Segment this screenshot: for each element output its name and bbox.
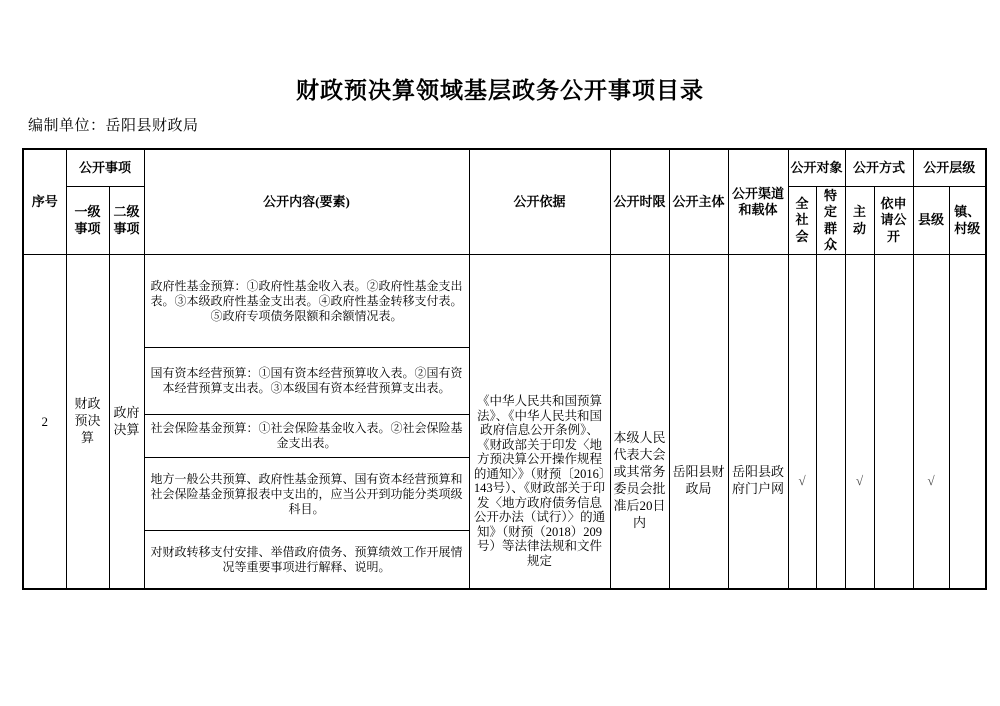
cell-channel: 岳阳县政府门户网 (728, 255, 788, 590)
cell-content-5: 对财政转移支付安排、举借政府债务、预算绩效工作开展情况等重要事项进行解释、说明。 (144, 531, 469, 590)
cell-mark-method-on-request (874, 255, 913, 590)
compiling-unit-label: 编制单位：岳阳县财政局 (28, 118, 199, 134)
col-header-target-specific: 特定群众 (816, 187, 845, 255)
cell-mark-method-active: √ (845, 255, 874, 590)
col-header-target-all: 全社会 (788, 187, 816, 255)
col-header-disclosure-item: 公开事项 (66, 149, 144, 187)
cell-mark-target-specific (816, 255, 845, 590)
col-header-method-on-request: 依申请公开 (874, 187, 913, 255)
col-header-method-active: 主动 (845, 187, 874, 255)
table-row (23, 255, 986, 348)
col-header-target: 公开对象 (788, 149, 845, 187)
cell-content-1: 政府性基金预算：①政府性基金收入表。②政府性基金支出表。③本级政府性基金支出表。④政府性基金转移支付表。⑤政府专项债务限额和余额情况表。 (144, 255, 469, 348)
cell-mark-level-county: √ (913, 255, 949, 590)
cell-subject: 岳阳县财政局 (669, 255, 728, 590)
cell-content-3: 社会保险基金预算：①社会保险基金收入表。②社会保险基金支出表。 (144, 415, 469, 458)
col-header-time-limit: 公开时限 (610, 149, 669, 255)
cell-content-4: 地方一般公共预算、政府性基金预算、国有资本经营预算和社会保险基金预算报表中支出的，应当公开到功能分类项级科目。 (144, 458, 469, 531)
cell-serial: 2 (23, 255, 66, 590)
page-title: 财政预决算领域基层政务公开事项目录 (296, 78, 704, 103)
cell-level2-item: 政府决算 (109, 255, 144, 590)
col-header-channel: 公开渠道和载体 (728, 149, 788, 255)
cell-time-limit: 本级人民代表大会或其常务委员会批准后20日内 (610, 255, 669, 590)
col-header-level1-item: 一级事项 (66, 187, 109, 255)
col-header-basis: 公开依据 (469, 149, 610, 255)
cell-level1-item: 财政预决算 (66, 255, 109, 590)
disclosure-directory-table (22, 148, 987, 590)
col-header-level-county: 县级 (913, 187, 949, 255)
cell-basis: 《中华人民共和国预算法》、《中华人民共和国政府信息公开条例》、《财政部关于印发〈地方预决算公开操作规程的通知〉》（财预〔2016〕143号）、《财政部关于印发〈地方政府债务信息公开办法（试行）〉的通知》（财预（2018）209号）等法律法规和文件规定 (469, 255, 610, 590)
col-header-level2-item: 二级事项 (109, 187, 144, 255)
cell-mark-level-town (949, 255, 986, 590)
col-header-method: 公开方式 (845, 149, 913, 187)
col-header-level: 公开层级 (913, 149, 986, 187)
col-header-subject: 公开主体 (669, 149, 728, 255)
cell-content-2: 国有资本经营预算：①国有资本经营预算收入表。②国有资本经营预算支出表。③本级国有资本经营预算支出表。 (144, 348, 469, 415)
col-header-level-town: 镇、村级 (949, 187, 986, 255)
col-header-content: 公开内容(要素) (144, 149, 469, 255)
cell-mark-target-all: √ (788, 255, 816, 590)
col-header-serial: 序号 (23, 149, 66, 255)
